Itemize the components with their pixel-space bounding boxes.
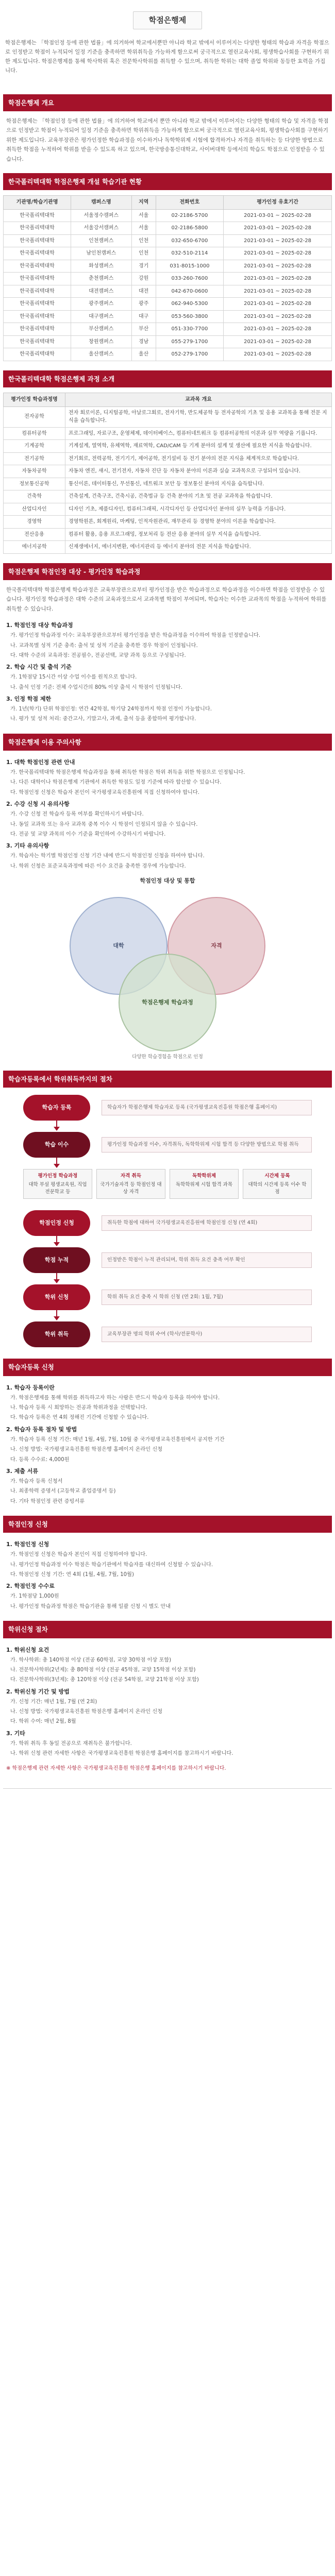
table-cell: 부산 — [131, 323, 156, 336]
degree-item: 다. 전문학사학위(3년제): 총 120학점 이상 (전공 54학점, 교양 21학점 이상 포함) — [10, 1677, 199, 1683]
table-row — [4, 222, 332, 235]
flow-step — [23, 1095, 312, 1121]
institutions-table — [3, 195, 332, 361]
merit-item: 가. 1년(학기) 단위 학점인정: 연간 42학점, 학기당 24학점까지 학점 인정이 가능합니다. — [10, 706, 212, 712]
table-row — [4, 427, 332, 440]
table-row — [4, 285, 332, 298]
grade-item: 나. 평가인정 학습과정 학점은 학습기관을 통해 일괄 신청 시 별도 안내 — [10, 1603, 171, 1609]
major-name: 전산응용 — [4, 528, 65, 541]
table-cell: 2021-03-01 ~ 2025-02-28 — [224, 335, 332, 348]
section-head-grade: 학점인정 신청 — [3, 1516, 332, 1533]
section-head-overview: 학점은행제 개요 — [3, 94, 332, 111]
table-cell: 대구캠퍼스 — [71, 310, 132, 323]
flow-arrow-icon — [53, 1121, 60, 1132]
flow-branch-box — [96, 1169, 165, 1199]
flow-description: 교육부장관 명의 학위 수여 (학사/전문학사) — [102, 1327, 312, 1342]
institutions-body — [4, 209, 332, 361]
institutions-header-row — [4, 196, 332, 210]
major-description: 신재생에너지, 에너지변환, 에너지관리 등 에너지 분야의 전문 지식을 학습합니다. — [65, 541, 332, 554]
flow-step — [23, 1247, 312, 1273]
col-validity: 평가인정 유효기간 — [224, 196, 332, 210]
major-description: 자동차 엔진, 섀시, 전기전자, 자동차 진단 등 자동차 분야의 이론과 실습 교과목으로 구성되어 있습니다. — [65, 465, 332, 478]
major-description: 컴퓨터 활용, 응용 프로그래밍, 정보처리 등 전산 응용 분야의 실무 지식을 습득합니다. — [65, 528, 332, 541]
grade-item: 가. 1학점당 1,000원 — [10, 1594, 59, 1600]
table-cell: 042-670-0600 — [156, 285, 223, 298]
section-head-process: 학습자등록에서 학위취득까지의 절차 — [3, 1071, 332, 1088]
table-cell: 대전캠퍼스 — [71, 285, 132, 298]
degree-item: 나. 전문학사학위(2년제): 총 80학점 이상 (전공 45학점, 교양 15학점 이상 포함) — [10, 1667, 196, 1673]
merit-item: 나. 교과목별 성적 기준 충족: 출석 및 성적 기준을 충족한 경우 학점이 인정됩니다. — [10, 642, 198, 649]
table-cell: 인천 — [131, 234, 156, 247]
section-head-cautions: 학점은행제 이용 주의사항 — [3, 734, 332, 751]
merit-subheading: 3. 인정 학점 제한 — [6, 695, 52, 702]
flow-branch-body: 대학 부설 평생교육원, 직업전문학교 등 — [28, 1181, 87, 1195]
table-row — [4, 440, 332, 453]
apply-subheading: 2. 학습자 등록 절차 및 방법 — [6, 1426, 77, 1433]
flow-branch-title: 시간제 등록 — [264, 1173, 290, 1179]
apply-item: 가. 학습자 등록 신청 기간: 매년 1월, 4월, 7월, 10월 중 국가평생교육진흥원에서 공지한 기간 — [10, 1436, 225, 1443]
major-description: 전기회로, 전력공학, 전기기기, 제어공학, 전기설비 등 전기 분야의 전문 지식을 체계적으로 학습합니다. — [65, 452, 332, 465]
section-head-majors: 한국폴리텍대학 학점은행제 과정 소개 — [3, 370, 332, 387]
majors-table — [3, 393, 332, 554]
table-cell: 02-2186-5700 — [156, 209, 223, 222]
venn-label-university: 대학 — [113, 942, 124, 950]
section-head-institutions: 한국폴리텍대학 학점은행제 개설 학습기관 현황 — [3, 173, 332, 190]
grade-item: 나. 평가인정 학습과정 이수 학점은 학습기관에서 학습자를 대신하여 신청할 수 있습니다. — [10, 1562, 213, 1568]
apply-item: 다. 학습자 등록은 연 4회 정해진 기간에 신청할 수 있습니다. — [10, 1415, 149, 1421]
table-cell: 031-8015-1000 — [156, 260, 223, 273]
flow-arrow-icon — [53, 1310, 60, 1321]
table-cell: 032-510-2114 — [156, 247, 223, 260]
table-cell: 한국폴리텍대학 — [4, 335, 71, 348]
table-cell: 한국폴리텍대학 — [4, 260, 71, 273]
table-cell: 053-560-3800 — [156, 310, 223, 323]
table-row — [4, 260, 332, 273]
merit-item: 나. 출석 인정 기준: 전체 수업시간의 80% 이상 출석 시 학점이 인정됩니다. — [10, 684, 182, 690]
section-head-merit: 학점은행제 학점인정 대상 - 평가인정 학습과정 — [3, 563, 332, 580]
col-major: 평가인정 학습과정명 — [4, 393, 65, 407]
venn-label-course: 학점은행제 학습과정 — [142, 999, 193, 1006]
table-row — [4, 465, 332, 478]
flow-branch-title: 평가인정 학습과정 — [38, 1173, 78, 1179]
flow-branch-box — [170, 1169, 239, 1199]
merit-item: 다. 대학 수준의 교육과정: 전공필수, 전공선택, 교양 과목 등으로 구성됩니다. — [10, 652, 186, 658]
degree-subheading: 1. 학위신청 요건 — [6, 1646, 49, 1653]
table-row — [4, 234, 332, 247]
grade-subheading: 1. 학점인정 신청 — [6, 1541, 49, 1548]
table-cell: 울산 — [131, 348, 156, 361]
table-row — [4, 310, 332, 323]
major-name: 건축학 — [4, 490, 65, 503]
flow-branch-title: 독학학위제 — [192, 1173, 216, 1179]
table-row — [4, 348, 332, 361]
degree-item: 나. 학위 신청 관련 자세한 사항은 국가평생교육진흥원 학점은행 홈페이지를 참고하시기 바랍니다. — [10, 1751, 233, 1757]
table-cell: 창원캠퍼스 — [71, 335, 132, 348]
flow-step — [23, 1284, 312, 1310]
page-title — [3, 0, 332, 39]
apply-item: 나. 학습자 등록 시 희망하는 전공과 학위과정을 선택합니다. — [10, 1405, 147, 1411]
grade-item: 다. 학점인정 신청 기간: 연 4회 (1월, 4월, 7월, 10월) — [10, 1572, 134, 1578]
flow-branch-body: 독학학위제 시험 합격 과목 — [175, 1181, 232, 1188]
table-row — [4, 490, 332, 503]
table-cell: 한국폴리텍대학 — [4, 348, 71, 361]
col-description: 교과목 개요 — [65, 393, 332, 407]
flow-step — [23, 1321, 312, 1347]
table-row — [4, 273, 332, 285]
table-cell: 2021-03-01 ~ 2025-02-28 — [224, 260, 332, 273]
overview-text: 학점은행제는 「학점인정 등에 관한 법률」에 의거하여 학교에서 뿐만 아니라 학교 밖에서 이루어지는 다양한 형태의 학습 및 자격을 학점으로 인정받고 학점이 누적되어 일정 기준을 충족하면 학위취득을 가능하게 함으로써 궁극적으로 열린교육사회, 평생학습사회를 구현하기 위한 제도입니다. 교육부장관은 평가인정한 학습과정을 이수하거나 독학학위제 시험에 합격하거나 자격을 취득하는 등 다양한 방법으로 취득한 학점을 누적하여 학위를 받을 수 있도록 하고 있으며, 한국방송통신대학교, 사이버대학 등에서의 학습도 학점으로 인정받을 수 있습니다. — [6, 118, 329, 162]
intro-text: 학점은행제는 「학점인정 등에 관한 법률」에 의거하여 학교에서뿐만 아니라 학교 밖에서 이루어지는 다양한 형태의 학습과 자격을 학점으로 인정받고 학점이 누적되어 일정 기준을 충족하면 학위취득을 가능하게 함으로써 궁극적으로 열린교육사회, 평생학습사회를 구현하기 위한 제도입니다. 학점은행제를 통해 학사학위 혹은 전문학사학위를 취득할 수 있으며, 취득한 학위는 대학 졸업 학위와 동등한 효력을 가집니다. — [5, 40, 329, 74]
table-row — [4, 406, 332, 427]
table-cell: 032-650-6700 — [156, 234, 223, 247]
flow-step — [23, 1132, 312, 1158]
flow-node: 학점인정 신청 — [23, 1210, 90, 1236]
flow-arrow-icon — [53, 1236, 60, 1247]
major-name: 산업디자인 — [4, 503, 65, 516]
cautions-item: 다. 학점인정 신청은 학습자 본인이 국가평생교육진흥원에 직접 신청하여야 합니다. — [10, 789, 199, 795]
table-row — [4, 541, 332, 554]
venn-diagram — [13, 876, 322, 1052]
degree-item: 다. 학위 수여: 매년 2월, 8월 — [10, 1719, 76, 1725]
flow-step — [23, 1210, 312, 1236]
merit-text: 한국폴리텍대학 학점은행제 학습과정은 교육부장관으로부터 평가인정을 받은 학습과정으로 학습과정을 이수하면 학점을 인정받을 수 있습니다. 평가인정 학습과정은 대학 수준의 교육과정으로서 교과목별 학점이 부여되며, 학습자는 이수한 교과목의 학점을 누적하여 학위를 취득할 수 있습니다. — [6, 587, 327, 612]
table-cell: 대구 — [131, 310, 156, 323]
major-description: 기계설계, 열역학, 유체역학, 재료역학, CAD/CAM 등 기계 분야의 설계 및 생산에 필요한 지식을 학습합니다. — [65, 440, 332, 453]
venn-label-license: 자격 — [211, 942, 222, 950]
flow-description: 취득한 학점에 대하여 국가평생교육진흥원에 학점인정 신청 (연 4회) — [102, 1215, 312, 1231]
col-campus: 캠퍼스명 — [71, 196, 132, 210]
venn-caption: 다양한 학습경험을 학점으로 인정 — [132, 1054, 203, 1060]
footer-note: ※ 학점은행제 관련 자세한 사항은 국가평생교육진흥원 학점은행 홈페이지를 참고하시기 바랍니다. — [6, 1766, 226, 1772]
flow-branch-title: 자격 취득 — [120, 1173, 141, 1179]
major-description: 프로그래밍, 자료구조, 운영체제, 데이터베이스, 컴퓨터네트워크 등 컴퓨터공학의 이론과 실무 역량을 기릅니다. — [65, 427, 332, 440]
majors-body — [4, 406, 332, 553]
degree-item: 나. 신청 방법: 국가평생교육진흥원 학점은행 홈페이지 온라인 신청 — [10, 1708, 163, 1715]
table-cell: 052-279-1700 — [156, 348, 223, 361]
table-cell: 서울정수캠퍼스 — [71, 209, 132, 222]
flow-branch-body: 국가기술자격 등 학점인정 대상 자격 — [100, 1181, 162, 1195]
cautions-subheading: 3. 기타 유의사항 — [6, 842, 49, 850]
table-cell: 한국폴리텍대학 — [4, 273, 71, 285]
col-region: 지역 — [131, 196, 156, 210]
table-cell: 울산캠퍼스 — [71, 348, 132, 361]
cautions-item: 나. 학위 신청은 표준교육과정에 따른 이수 요건을 충족한 경우에 가능합니다. — [10, 863, 186, 869]
section-head-apply: 학습자등록 신청 — [3, 1359, 332, 1376]
table-cell: 02-2186-5800 — [156, 222, 223, 235]
cautions-subheading: 2. 수강 신청 시 유의사항 — [6, 801, 70, 808]
table-cell: 한국폴리텍대학 — [4, 323, 71, 336]
major-description: 건축설계, 건축구조, 건축시공, 건축법규 등 건축 분야의 기초 및 전공 교과목을 학습합니다. — [65, 490, 332, 503]
table-cell: 서울강서캠퍼스 — [71, 222, 132, 235]
merit-subheading: 1. 학점인정 대상 학습과정 — [6, 622, 73, 629]
degree-item: 가. 학사학위: 총 140학점 이상 (전공 60학점, 교양 30학점 이상 포함) — [10, 1657, 172, 1663]
flow-node: 학위 신청 — [23, 1284, 90, 1310]
degree-item: 가. 신청 기간: 매년 1월, 7월 (연 2회) — [10, 1699, 97, 1705]
table-cell: 한국폴리텍대학 — [4, 310, 71, 323]
table-row — [4, 528, 332, 541]
table-cell: 강원 — [131, 273, 156, 285]
table-cell: 한국폴리텍대학 — [4, 285, 71, 298]
table-cell: 광주캠퍼스 — [71, 298, 132, 311]
flow-node: 학위 취득 — [23, 1321, 90, 1347]
table-cell: 한국폴리텍대학 — [4, 247, 71, 260]
table-cell: 한국폴리텍대학 — [4, 209, 71, 222]
major-description: 디자인 기초, 제품디자인, 컴퓨터그래픽, 시각디자인 등 산업디자인 분야의 실무 능력을 기릅니다. — [65, 503, 332, 516]
merit-item: 나. 평가 및 성적 처리: 중간고사, 기말고사, 과제, 출석 등을 종합하여 평가합니다. — [10, 716, 196, 722]
process-flow — [23, 1095, 312, 1347]
table-cell: 서울 — [131, 222, 156, 235]
merit-list — [3, 619, 332, 724]
table-cell: 한국폴리텍대학 — [4, 222, 71, 235]
cautions-item: 가. 학습자는 학기별 학점인정 신청 기간 내에 반드시 학점인정 신청을 하여야 합니다. — [10, 853, 205, 859]
cautions-item: 다. 전공 및 교양 과목의 이수 기준을 확인하여 수강하시기 바랍니다. — [10, 831, 166, 837]
col-phone: 전화번호 — [156, 196, 223, 210]
degree-subheading: 3. 기타 — [6, 1730, 25, 1737]
flow-node: 학습 이수 — [23, 1132, 90, 1158]
apply-subheading: 1. 학습자 등록이란 — [6, 1384, 55, 1391]
flow-arrow-icon — [53, 1273, 60, 1284]
major-name: 전기공학 — [4, 452, 65, 465]
apply-list — [3, 1381, 332, 1506]
page-title-text: 학점은행제 — [133, 11, 202, 29]
table-row — [4, 335, 332, 348]
table-row — [4, 503, 332, 516]
majors-header-row — [4, 393, 332, 407]
degree-item: 가. 학위 취득 후 동일 전공으로 재취득은 불가합니다. — [10, 1740, 132, 1747]
table-row — [4, 209, 332, 222]
flow-description: 학습자가 학점은행제 학습자로 등록 (국가평생교육진흥원 학점은행 홈페이지) — [102, 1100, 312, 1115]
table-row — [4, 298, 332, 311]
venn-circle-course — [119, 954, 216, 1052]
grade-subheading: 2. 학점인정 수수료 — [6, 1583, 55, 1590]
table-cell: 2021-03-01 ~ 2025-02-28 — [224, 209, 332, 222]
cautions-item: 가. 한국폴리텍대학 학점은행제 학습과정을 통해 취득한 학점은 학위 취득을 위한 학점으로 인정됩니다. — [10, 770, 245, 776]
flow-branch-box — [23, 1169, 92, 1199]
section-head-degree: 학위신청 절차 — [3, 1621, 332, 1638]
table-cell: 대전 — [131, 285, 156, 298]
table-cell: 2021-03-01 ~ 2025-02-28 — [224, 298, 332, 311]
table-cell: 2021-03-01 ~ 2025-02-28 — [224, 310, 332, 323]
table-row — [4, 516, 332, 529]
flow-branch-box — [243, 1169, 312, 1199]
table-cell: 2021-03-01 ~ 2025-02-28 — [224, 285, 332, 298]
table-cell: 055-279-1700 — [156, 335, 223, 348]
table-cell: 2021-03-01 ~ 2025-02-28 — [224, 234, 332, 247]
merit-subheading: 2. 학습 시간 및 출석 기준 — [6, 664, 72, 671]
table-cell: 한국폴리텍대학 — [4, 298, 71, 311]
table-cell: 2021-03-01 ~ 2025-02-28 — [224, 273, 332, 285]
apply-item: 가. 학점은행제를 통해 학위를 취득하고자 하는 사람은 반드시 학습자 등록을 하여야 합니다. — [10, 1395, 220, 1401]
flow-description: 인정받은 학점이 누적 관리되며, 학위 취득 요건 충족 여부 확인 — [102, 1252, 312, 1268]
venn-title: 학점인정 대상 및 통합 — [140, 877, 195, 884]
table-cell: 2021-03-01 ~ 2025-02-28 — [224, 222, 332, 235]
flow-node: 학습자 등록 — [23, 1095, 90, 1121]
degree-subheading: 2. 학위신청 기간 및 방법 — [6, 1688, 70, 1695]
table-cell: 2021-03-01 ~ 2025-02-28 — [224, 323, 332, 336]
major-description: 통신이론, 데이터통신, 무선통신, 네트워크 보안 등 정보통신 분야의 지식을 습득합니다. — [65, 478, 332, 490]
major-name: 경영학 — [4, 516, 65, 529]
table-cell: 2021-03-01 ~ 2025-02-28 — [224, 348, 332, 361]
major-name: 전자공학 — [4, 406, 65, 427]
major-name: 에너지공학 — [4, 541, 65, 554]
table-cell: 한국폴리텍대학 — [4, 234, 71, 247]
table-cell: 2021-03-01 ~ 2025-02-28 — [224, 247, 332, 260]
flow-description: 평가인정 학습과정 이수, 자격취득, 독학학위제 시험 합격 등 다양한 방법으로 학점 취득 — [102, 1137, 312, 1153]
col-institution: 기관명/학습기관명 — [4, 196, 71, 210]
merit-item: 가. 평가인정 학습과정 이수: 교육부장관으로부터 평가인정을 받은 학습과정을 이수하여 학점을 인정받습니다. — [10, 633, 261, 639]
table-cell: 부산캠퍼스 — [71, 323, 132, 336]
cautions-item: 가. 수강 신청 전 학습자 등록 여부를 확인하시기 바랍니다. — [10, 811, 144, 818]
caution-list — [3, 756, 332, 871]
cautions-item: 나. 다른 대학이나 학점은행제 기관에서 취득한 학점도 일정 기준에 따라 합산할 수 있습니다. — [10, 779, 222, 786]
major-name: 기계공학 — [4, 440, 65, 453]
major-name: 자동차공학 — [4, 465, 65, 478]
table-cell: 인천캠퍼스 — [71, 234, 132, 247]
table-cell: 062-940-5300 — [156, 298, 223, 311]
table-cell: 광주 — [131, 298, 156, 311]
apply-item: 다. 등록 수수료: 4,000원 — [10, 1456, 70, 1463]
table-row — [4, 323, 332, 336]
apply-item: 다. 기타 학점인정 관련 증빙서류 — [10, 1498, 85, 1504]
table-cell: 033-260-7600 — [156, 273, 223, 285]
apply-subheading: 3. 제출 서류 — [6, 1467, 38, 1475]
table-cell: 서울 — [131, 209, 156, 222]
degree-list — [3, 1643, 332, 1759]
cautions-item: 나. 동일 교과목 또는 유사 교과목 중복 이수 시 학점이 인정되지 않을 수 있습니다. — [10, 821, 198, 827]
table-cell: 화성캠퍼스 — [71, 260, 132, 273]
table-cell: 051-330-7700 — [156, 323, 223, 336]
cautions-subheading: 1. 대학 학점인정 관련 안내 — [6, 759, 75, 766]
major-name: 컴퓨터공학 — [4, 427, 65, 440]
table-cell: 경기 — [131, 260, 156, 273]
apply-item: 나. 신청 방법: 국가평생교육진흥원 학점은행 홈페이지 온라인 신청 — [10, 1447, 163, 1453]
table-cell: 남인천캠퍼스 — [71, 247, 132, 260]
table-cell: 춘천캠퍼스 — [71, 273, 132, 285]
table-row — [4, 247, 332, 260]
grade-list — [3, 1538, 332, 1612]
table-cell: 인천 — [131, 247, 156, 260]
footer-divider — [3, 1788, 332, 1789]
flow-arrow-icon — [53, 1158, 60, 1169]
apply-item: 가. 학습자 등록 신청서 — [10, 1478, 63, 1484]
flow-branch — [23, 1169, 312, 1199]
grade-item: 가. 학점인정 신청은 학습자 본인이 직접 신청하여야 합니다. — [10, 1552, 147, 1558]
table-row — [4, 452, 332, 465]
major-name: 정보통신공학 — [4, 478, 65, 490]
major-description: 경영학원론, 회계원리, 마케팅, 인적자원관리, 재무관리 등 경영학 분야의 이론을 학습합니다. — [65, 516, 332, 529]
table-row — [4, 478, 332, 490]
flow-description: 학위 취득 요건 충족 시 학위 신청 (연 2회: 1월, 7월) — [102, 1290, 312, 1305]
major-description: 전자 회로이론, 디지털공학, 아날로그회로, 전자기학, 반도체공학 등 전자공학의 기초 및 응용 교과목을 통해 전문 지식을 습득합니다. — [65, 406, 332, 427]
flow-node: 학점 누적 — [23, 1247, 90, 1273]
table-cell: 경남 — [131, 335, 156, 348]
apply-item: 나. 최종학력 증명서 (고등학교 졸업증명서 등) — [10, 1488, 116, 1495]
merit-item: 가. 1학점당 15시간 이상 수업 이수를 원칙으로 합니다. — [10, 674, 137, 681]
flow-branch-body: 대학의 시간제 등록 이수 학점 — [248, 1181, 307, 1195]
